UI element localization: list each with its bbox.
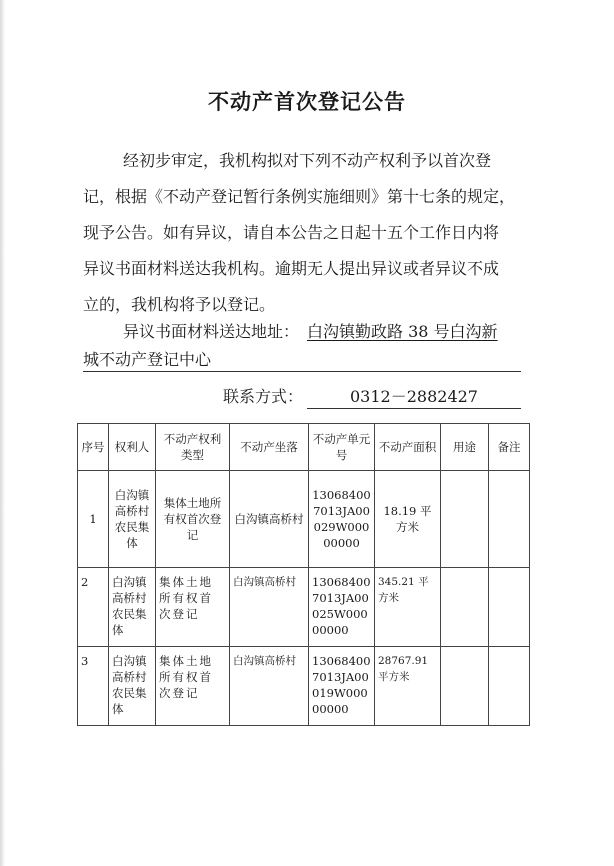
column-header: 不动产面积 (375, 424, 441, 471)
cell-location: 白沟镇高桥村 (230, 471, 309, 568)
body-line: 经初步审定，我机构拟对下列不动产权利予以首次登 (123, 151, 492, 170)
cell-note (489, 568, 530, 647)
cell-holder: 白沟镇高桥村农民集体 (109, 568, 156, 647)
body-line: 现予公告。如有异议，请自本公告之日起十五个工作日内将 (83, 223, 500, 242)
column-header: 备注 (489, 424, 530, 471)
page-title: 不动产首次登记公告 (208, 90, 406, 114)
cell-index: 2 (78, 568, 109, 647)
column-header: 权利人 (109, 424, 156, 471)
page-edge-shadow (0, 0, 5, 866)
table-header-row (78, 424, 530, 471)
cell-index: 3 (78, 647, 109, 726)
registration-table (77, 423, 530, 726)
address-value-continued: 城不动产登记中心 (83, 349, 521, 372)
cell-area: 28767.91 平方米 (375, 647, 441, 726)
column-header: 不动产单元号 (309, 424, 375, 471)
cell-right-type: 集体土地所有权首次登记 (156, 568, 230, 647)
body-line: 立的，我机构将予以登记。 (83, 295, 276, 314)
cell-holder: 白沟镇高桥村农民集体 (109, 471, 156, 568)
body-line: 异议书面材料送达我机构。逾期无人提出异议或者异议不成 (83, 259, 500, 278)
cell-right-type: 集体土地所有权首次登记 (156, 471, 230, 568)
table-row (78, 471, 530, 568)
cell-note (489, 471, 530, 568)
cell-area: 345.21 平方米 (375, 568, 441, 647)
cell-unit-no: 130684007013JA00025W00000000 (309, 568, 375, 647)
cell-unit-no: 130684007013JA00029W00000000 (309, 471, 375, 568)
address-label: 异议书面材料送达地址： (123, 322, 300, 341)
cell-area: 18.19 平方米 (375, 471, 441, 568)
cell-location: 白沟镇高桥村 (230, 647, 309, 726)
cell-unit-no: 130684007013JA00019W00000000 (309, 647, 375, 726)
cell-usage (441, 647, 489, 726)
column-header: 用途 (441, 424, 489, 471)
table-row (78, 568, 530, 647)
body-line: 记，根据《不动产登记暂行条例实施细则》第十七条的规定， (83, 187, 516, 206)
cell-index: 1 (78, 471, 109, 568)
cell-right-type: 集体土地所有权首次登记 (156, 647, 230, 726)
column-header: 不动产权利类型 (156, 424, 230, 471)
column-header: 不动产坐落 (230, 424, 309, 471)
cell-holder: 白沟镇高桥村农民集体 (109, 647, 156, 726)
address-value: 白沟镇勤政路 38 号白沟新 (307, 322, 498, 341)
contact-phone: 0312－2882427 (307, 386, 521, 409)
cell-note (489, 647, 530, 726)
table-row (78, 647, 530, 726)
contact-label: 联系方式： (223, 387, 304, 406)
cell-usage (441, 471, 489, 568)
column-header: 序号 (78, 424, 109, 471)
cell-usage (441, 568, 489, 647)
cell-location: 白沟镇高桥村 (230, 568, 309, 647)
